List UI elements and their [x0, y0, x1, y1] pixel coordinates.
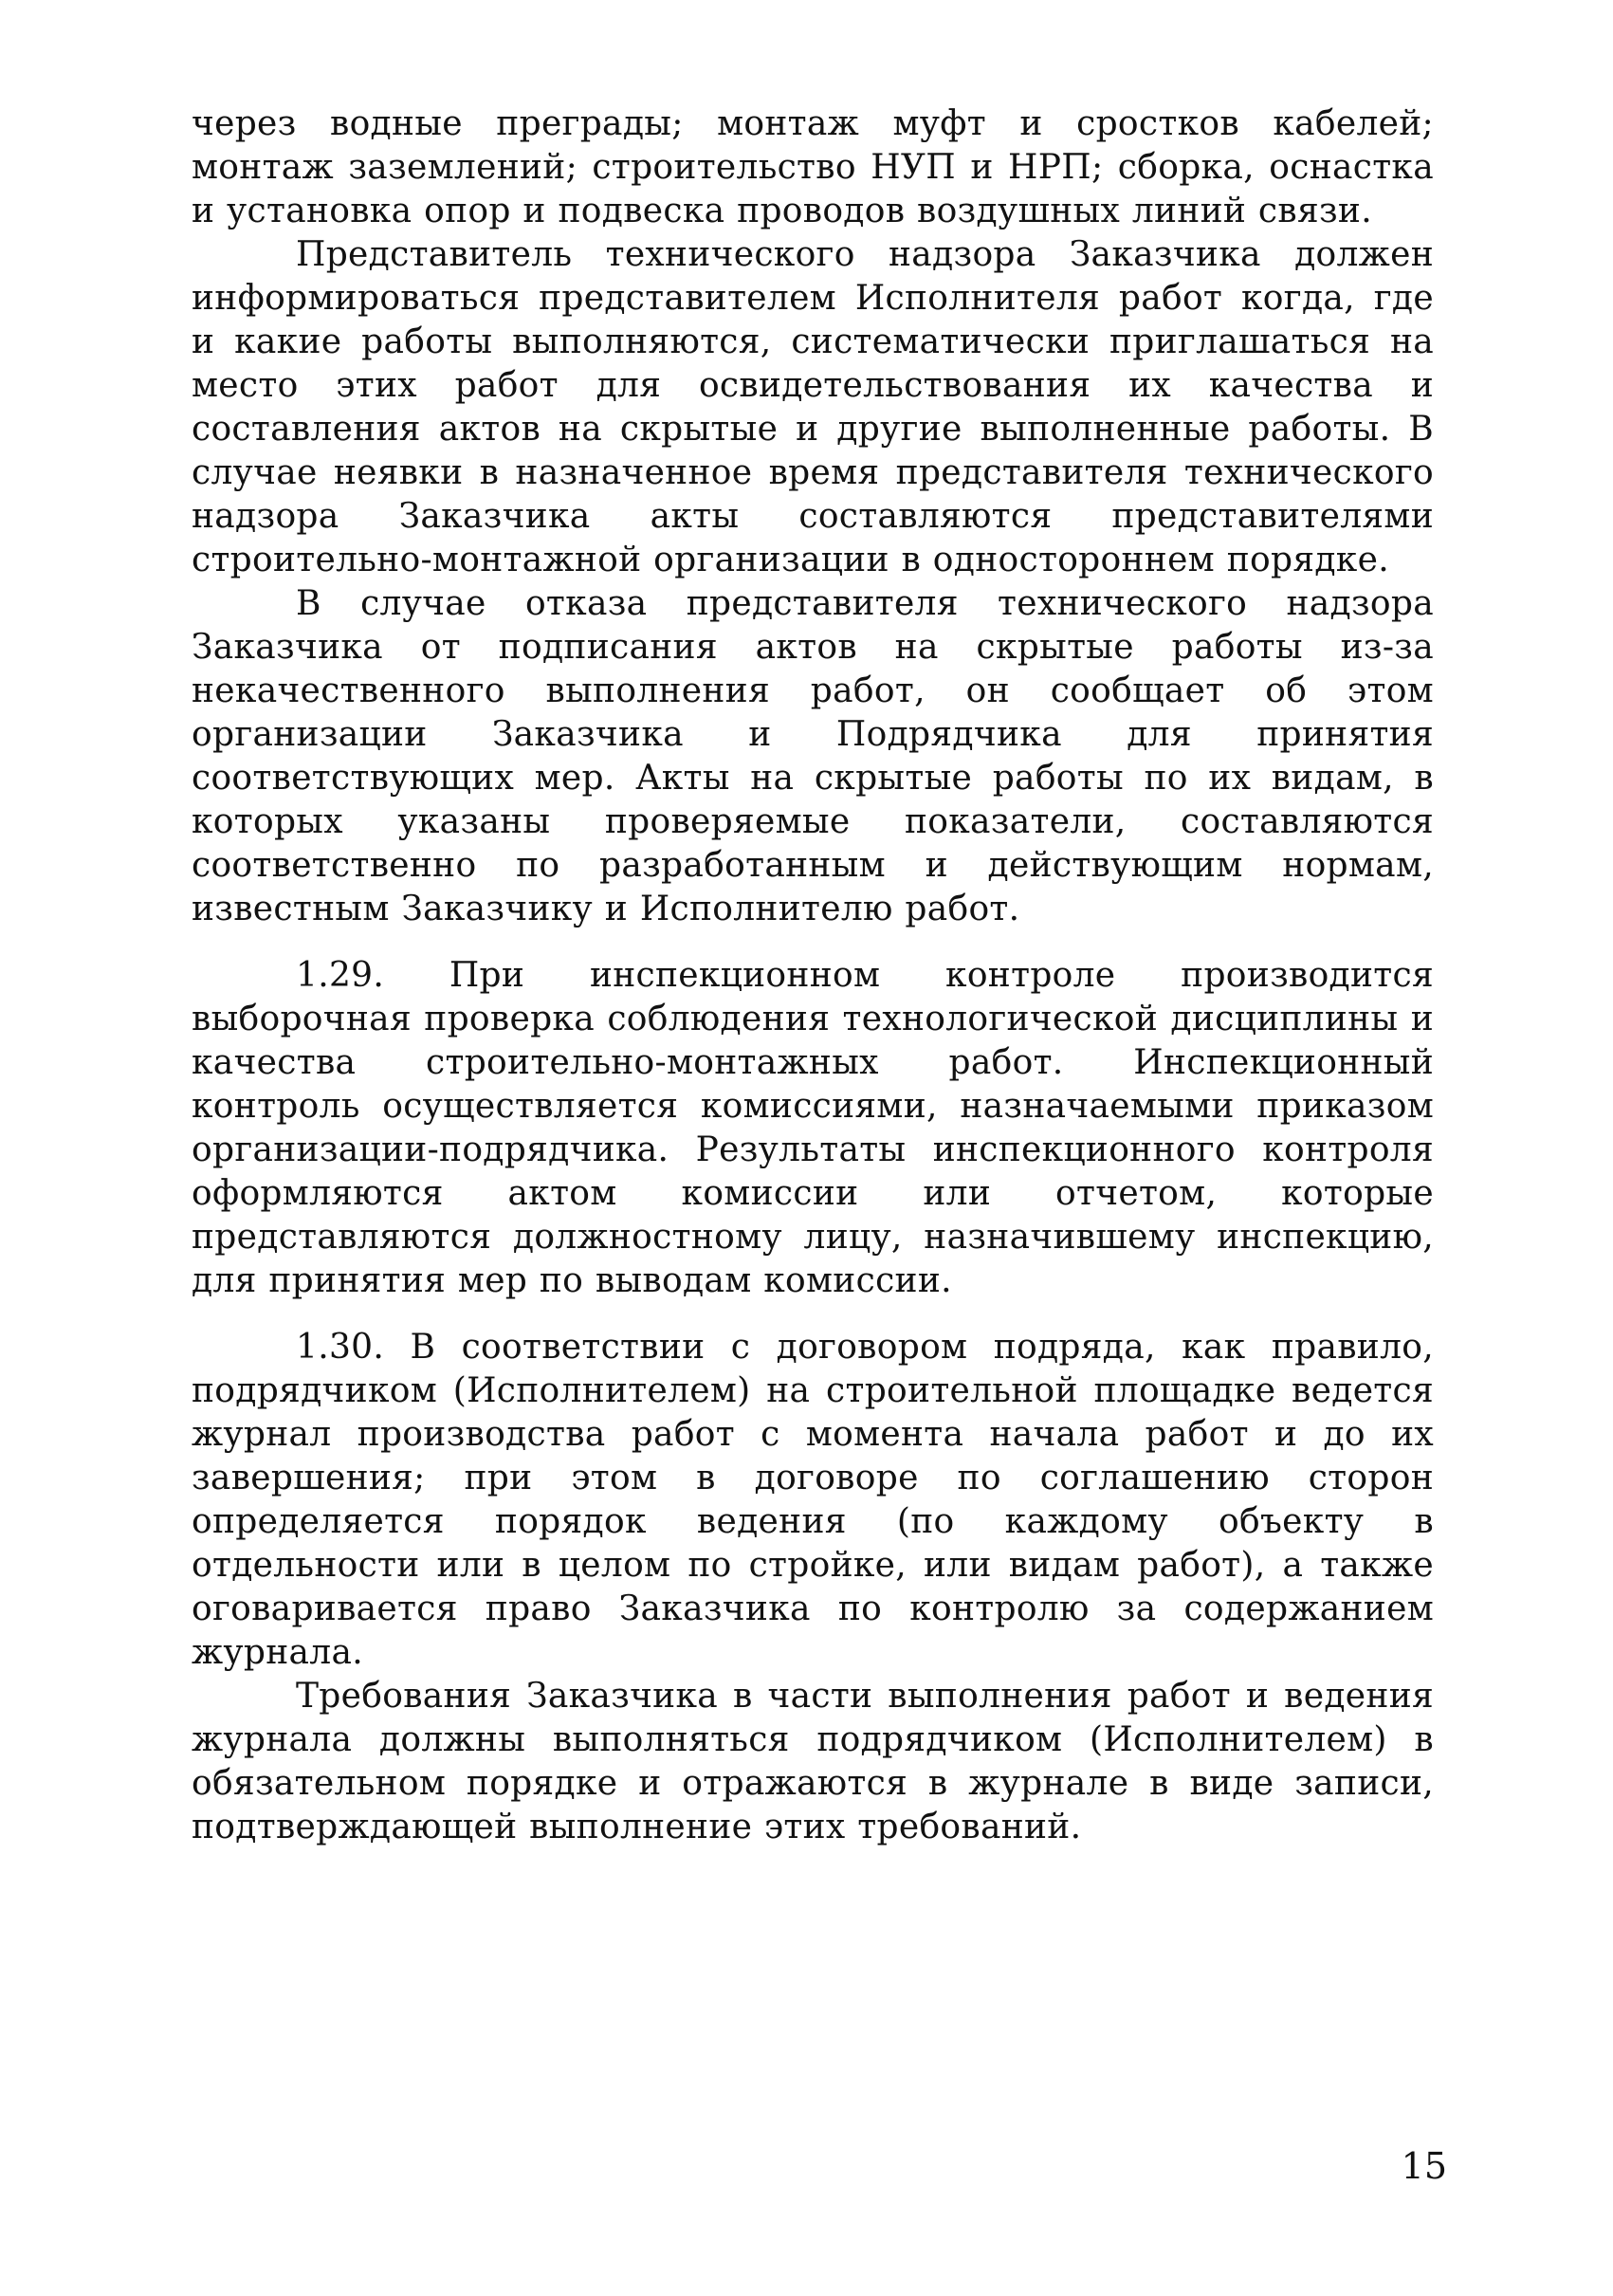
- paragraph-customer-requirements: Требования Заказчика в части выполнения работ и ведения журнала должны выполняться подрядчиком (Исполнителем) в обязательном порядке и отражаются в журнале в виде записи, подтверждающей выполнение этих требований.: [192, 1677, 1434, 1846]
- paragraph-1-30: 1.30. В соответствии с договором подряда, как правило, подрядчиком (Исполнителем) на строительной площадке ведется журнал производства работ с момента начала работ и до их завершения; при этом в договоре по соглашению сторон определяется порядок ведения (по каждому объекту в отдельности или в целом по стройке, или видам работ), а также оговаривается право Заказчика по контролю за содержанием журнала.: [192, 1328, 1434, 1672]
- paragraph-technical-supervision: Представитель технического надзора Заказчика должен информироваться представителем Исполнителя работ когда, где и какие работы выполняются, систематически приглашаться на место этих работ для освидетельствования их качества и составления актов на скрытые и другие выполненные работы. В случае неявки в назначенное время представителя технического надзора Заказчика акты составляются представителями строительно-монтажной организации в одностороннем порядке.: [192, 235, 1434, 579]
- paragraph-1-29: 1.29. При инспекционном контроле производится выборочная проверка соблюдения технологической дисциплины и качества строительно-монтажных работ. Инспекционный контроль осуществляется комиссиями, назначаемыми приказом организации-подрядчика. Результаты инспекционного контроля оформляются актом комиссии или отчетом, которые представляются должностному лицу, назначившему инспекцию, для принятия мер по выводам комиссии.: [192, 956, 1434, 1300]
- page-body: [192, 102, 1434, 1849]
- paragraph-refusal-to-sign: В случае отказа представителя технического надзора Заказчика от подписания актов на скрытые работы из-за некачественного выполнения работ, он сообщает об этом организации Заказчика и Подрядчика для принятия соответствующих мер. Акты на скрытые работы по их видам, в которых указаны проверяемые показатели, составляются соответственно по разработанным и действующим нормам, известным Заказчику и Исполнителю работ.: [192, 584, 1434, 928]
- page-number: 15: [1401, 2145, 1447, 2187]
- paragraph-continuation: через водные преграды; монтаж муфт и сростков кабелей; монтаж заземлений; строительство НУП и НРП; сборка, оснастка и установка опор и подвеска проводов воздушных линий связи.: [192, 104, 1434, 230]
